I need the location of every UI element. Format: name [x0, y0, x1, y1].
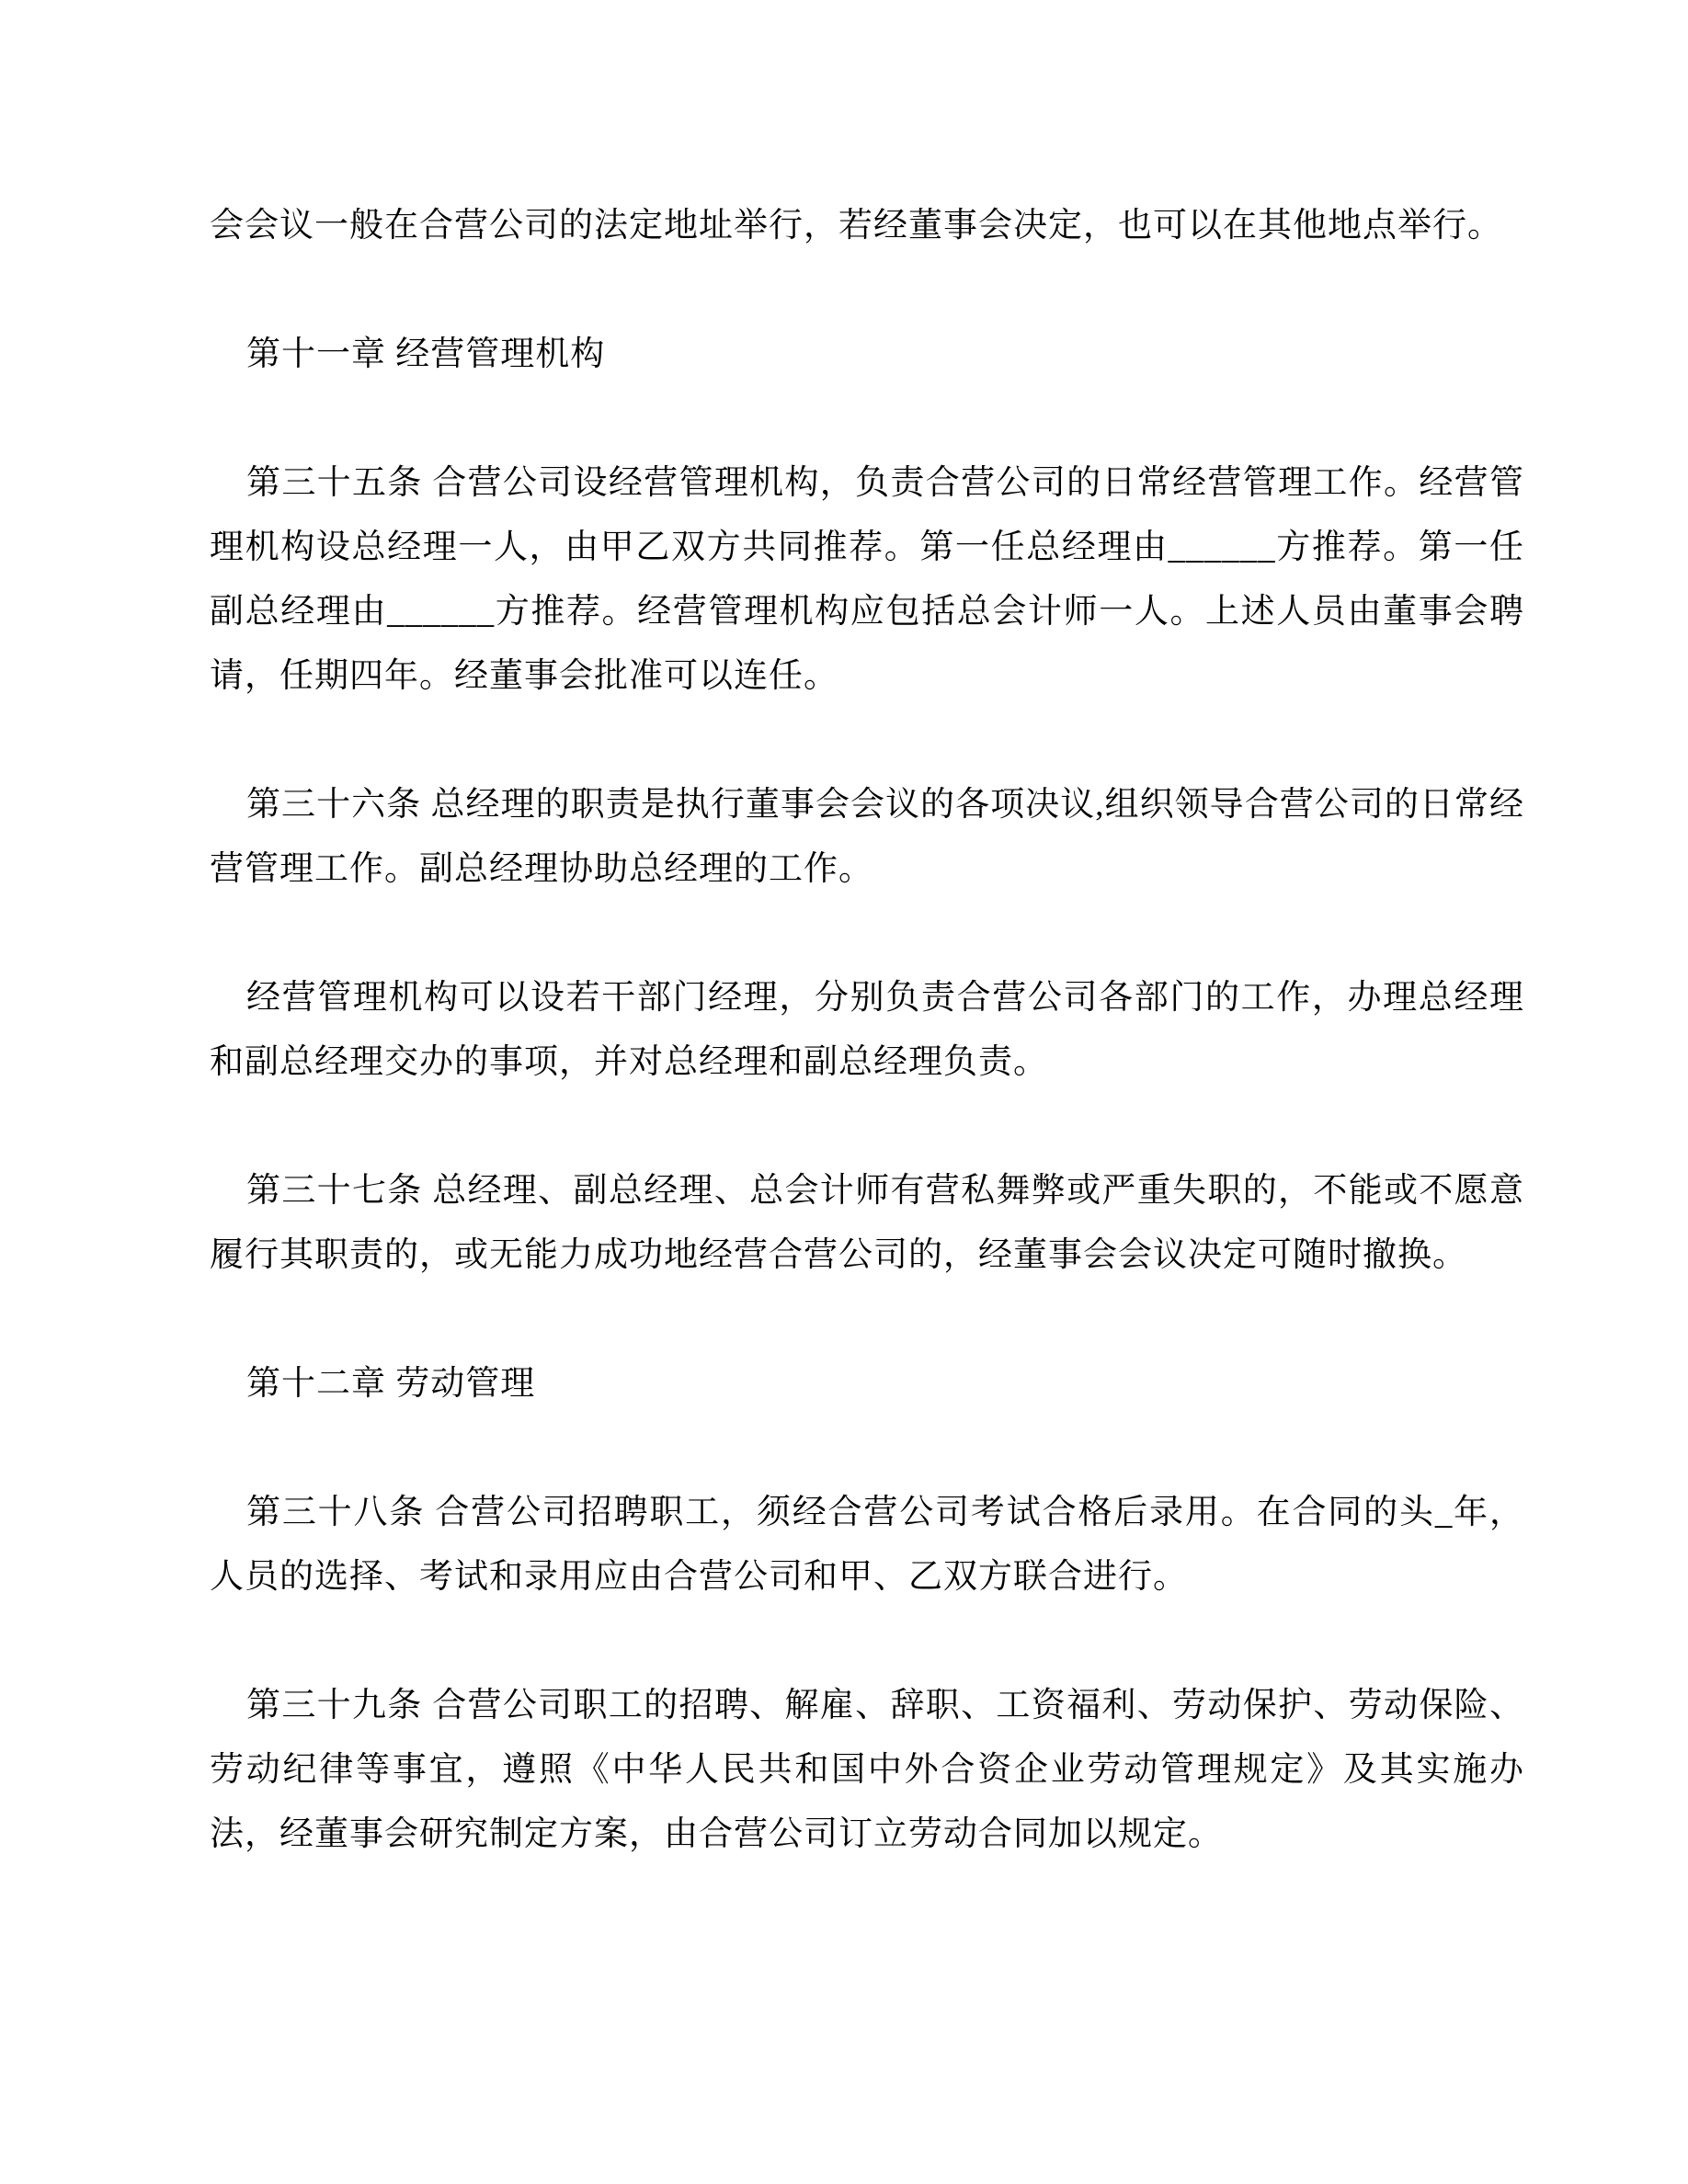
- chapter-11-heading: 第十一章 经营管理机构: [246, 336, 606, 373]
- article-39-paragraph: 第三十九条 合营公司职工的招聘、解雇、辞职、工资福利、劳动保护、劳动保险、劳动纪律等事宜，遵照《中华人民共和国中外合资企业劳动管理规定》及其实施办法，经董事会研究制定方案，由合营公司订立劳动合同加以规定。: [210, 1687, 1524, 1853]
- article-36-paragraph: 第三十六条 总经理的职责是执行董事会会议的各项决议,组织领导合营公司的日常经营管理工作。副总经理协助总经理的工作。: [210, 786, 1524, 888]
- paragraph-board-meeting-continuation: 会会议一般在合营公司的法定地址举行，若经董事会决定，也可以在其他地点举行。: [210, 207, 1502, 245]
- article-38-paragraph: 第三十八条 合营公司招聘职工，须经合营公司考试合格后录用。在合同的头_年，人员的选择、考试和录用应由合营公司和甲、乙双方联合进行。: [210, 1494, 1524, 1596]
- article-37-paragraph: 第三十七条 总经理、副总经理、总会计师有营私舞弊或严重失职的，不能或不愿意履行其职责的，或无能力成功地经营合营公司的，经董事会会议决定可随时撤换。: [210, 1172, 1524, 1274]
- article-36-continuation-paragraph: 经营管理机构可以设若干部门经理，分别负责合营公司各部门的工作，办理总经理和副总经理交办的事项，并对总经理和副总经理负责。: [210, 979, 1524, 1081]
- chapter-12-heading: 第十二章 劳动管理: [246, 1365, 536, 1403]
- article-35-paragraph: 第三十五条 合营公司设经营管理机构，负责合营公司的日常经营管理工作。经营管理机构设总经理一人，由甲乙双方共同推荐。第一任总经理由______方推荐。第一任副总经理由______方推荐。经营管理机构应包括总会计师一人。上述人员由董事会聘请，任期四年。经董事会批准可以连任。: [210, 464, 1524, 695]
